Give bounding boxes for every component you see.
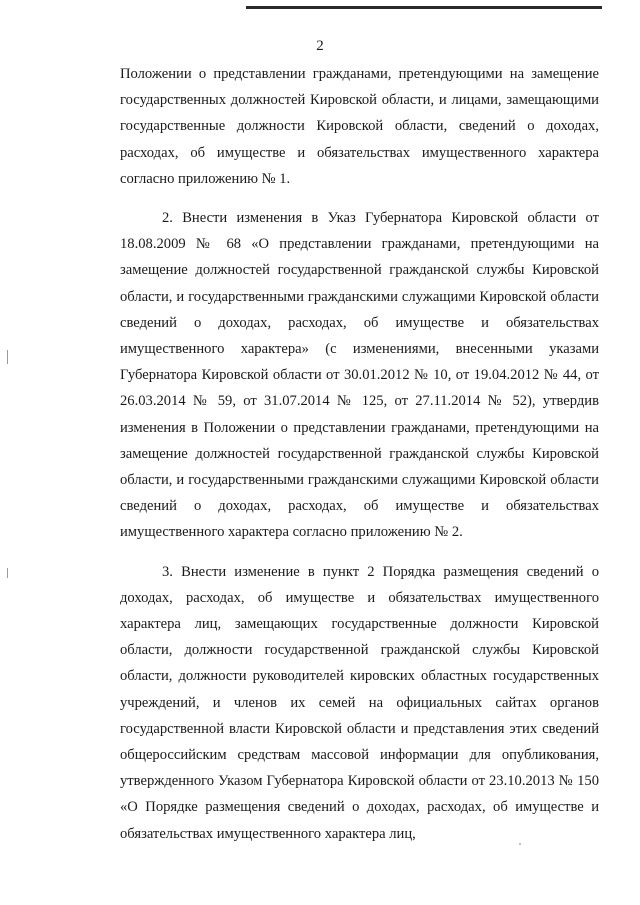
document-body xyxy=(120,61,599,847)
paragraph-continuation: Положении о представлении гражданами, претендующими на замещение государственных должностей Кировской области, и лицами, замещающими государственные должности Кировской области, сведений о доходах, расходах, об имуществе и обязательствах имущественного характера согласно приложению № 1. xyxy=(120,66,599,187)
top-border-line xyxy=(246,6,602,9)
scan-margin-mark xyxy=(7,350,8,364)
paragraph-item-2: 2. Внести изменения в Указ Губернатора Кировской области от 18.08.2009 № 68 «О представлении гражданами, претендующими на замещение должностей государственной гражданской службы Кировской области, и государственными гражданскими служащими Кировской области сведений о доходах, расходах, об имуществе и обязательствах имущественного характера» (с изменениями, внесенными указами Губернатора Кировской области от 30.01.2012 № 10, от 19.04.2012 № 44, от 26.03.2014 № 59, от 31.07.2014 № 125, от 27.11.2014 № 52), утвердив изменения в Положении о представлении гражданами, претендующими на замещение должностей государственной гражданской службы Кировской области, и государственными гражданскими служащими Кировской области сведений о доходах, расходах, об имуществе и обязательствах имущественного характера согласно приложению № 2. xyxy=(120,210,599,541)
page-number: 2 xyxy=(316,38,324,54)
scan-margin-mark xyxy=(7,568,8,578)
paragraph-item-3: 3. Внести изменение в пункт 2 Порядка размещения сведений о доходах, расходах, об имуществе и обязательствах имущественного характера лиц, замещающих государственные должности Кировской области, должности государственной гражданской службы Кировской области, должности руководителей кировских областных государственных учреждений, и членов их семей на официальных сайтах органов государственной власти Кировской области и представления этих сведений общероссийским средствам массовой информации для опубликования, утвержденного Указом Губернатора Кировской области от 23.10.2013 № 150 «О Порядке размещения сведений о доходах, расходах, об имуществе и обязательствах имущественного характера лиц, xyxy=(120,563,599,842)
